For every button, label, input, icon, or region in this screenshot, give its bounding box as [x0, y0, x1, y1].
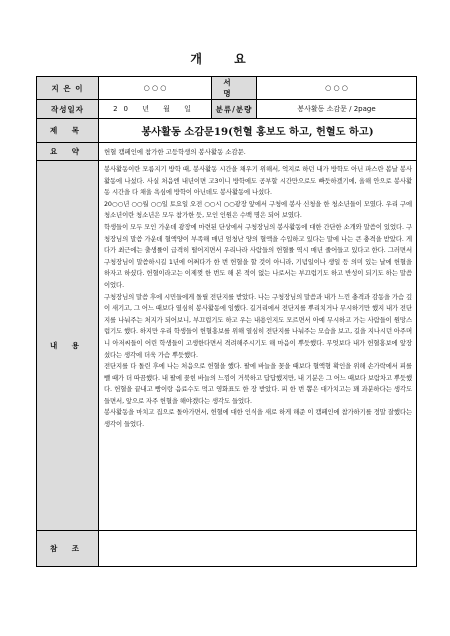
summary-value: 헌혈 캠페인에 참가한 고등학생의 봉사활동 소감문.	[99, 143, 417, 161]
content-paragraph: 봉사활동을 마치고 집으로 돌아가면서, 헌혈에 대한 인식을 새로 하게 해준 이 캠페인에 참가하기를 정말 잘했다는 생각이 들었다.	[104, 409, 412, 429]
summary-label: 요 약	[37, 143, 99, 161]
reference-label: 참 조	[37, 531, 99, 567]
content-paragraph: 20○○년 ○○월 ○○일 토요일 오전 ○○시 ○○광장 앞에서 구청에 봉사 신청을 한 청소년들이 모였다. 우리 구에 청소년이란 청소년은 모두 참가한 듯, 모인 인원은 수백 명은 되어 보였다.	[104, 200, 412, 220]
content-paragraph: 구청장님의 말씀 후에 시민들에게 돌릴 전단지를 받았다. 나는 구청장님의 말씀과 내가 느낀 충격과 감동을 가슴 깊이 새기고, 그 어느 때보다 열심히 봉사활동에 임했다. 길거리에서 전단지를 뿌리치거나 무시하기만 했지 내가 전단지를 나눠주는 처지가 되어보니, 부끄럽기도 하고 우는 내용인지도 모르면서 아예 무시하고 가는 사람들이 원망스럽기도 했다. 하지만 우리 학생들이 헌혈홍보를 위해 열심히 전단지를 나눠주는 모습을 보고, 길을 지나시던 아주머니 아저씨들이 어린 학생들이 고생한다면서 격려해주시기도 해 마음이 뿌듯했다. 무엇보다 내가 헌혈홍보에 앞장섰다는 생각에 더욱 가슴 뿌듯했다.	[104, 293, 412, 359]
category-label: 분류/분량	[212, 100, 257, 119]
subject-label: 제 목	[37, 119, 99, 143]
summary-sheet	[36, 76, 417, 567]
content-body	[99, 161, 417, 531]
category-value: 봉사활동 소감문 / 2page	[257, 100, 417, 119]
content-label: 내 용	[37, 161, 99, 531]
content-paragraph: 봉사활동이란 모름지기 방학 때, 봉사활동 시간을 채우기 위해서, 억지로 하던 내가 방학도 아닌 파스란 봄날 봉사활동에 나섰다. 사실 처음엔 내년이면 고3이니 방학에도 공부할 시간만으로도 빠듯하겠기에, 올해 안으로 봉사활동 시간을 다 채울 욕심에 방학이 아닌데도 봉사활동에 나섰다.	[104, 166, 412, 197]
date-value: 20 년 월 일	[99, 100, 212, 119]
document-title: 개 요	[190, 52, 260, 66]
book-title-value: ○ ○ ○	[257, 77, 417, 100]
date-label: 작성일자	[37, 100, 99, 119]
content-paragraph: 학생들이 모두 모인 가운데 광장에 마련된 단상에서 구청장님의 봉사활동에 대한 간단한 소개와 말씀이 있었다. 구청장님의 말씀 가운데 혈액양이 부족해 매년 엄청난 양의 혈액을 수입하고 있다는 말에 나는 큰 충격을 받았다. 게다가 최근에는 출생률이 급격히 떨어지면서 우리나라 사람들의 헌혈률 역시 매년 줄어들고 있다고 한다. 그러면서 구청장님이 말씀하시길 1년에 어쩌다가 한 번 헌혈을 할 것이 아니라, 기념일이나 생일 등 의미 있는 날에 헌혈을 하자고 하셨다. 헌혈이라고는 이제껏 한 번도 해 본 적이 없는 나로서는 부끄럽기도 하고 반성이 되기도 하는 말씀이었다.	[104, 223, 412, 289]
author-value: ○ ○ ○	[99, 77, 212, 100]
reference-value	[99, 531, 417, 567]
book-title-label: 서 명	[212, 77, 257, 100]
author-label: 지 은 이	[37, 77, 99, 100]
subject-value: 봉사활동 소감문19(헌혈 홍보도 하고, 헌혈도 하고)	[99, 119, 417, 143]
content-paragraph: 전단지를 다 돌린 후에 나는 처음으로 헌혈을 했다. 팔에 바늘을 꽂을 때보다 혈액형 확인을 위해 손가락에서 피를 뺄 때가 더 따끔했다. 내 팔에 꽂힌 바늘의 느낌이 거북하고 답답했지만, 내 기분은 그 어느 때보다 보람차고 뿌듯했다. 헌혈을 끝내고 빵이랑 음료수도 먹고 영화표도 한 장 받았다. 피 한 번 뽑은 대가치고는 꽤 과분하다는 생각도 들면서, 앞으로 자주 헌혈을 해야겠다는 생각도 들었다.	[104, 363, 412, 405]
